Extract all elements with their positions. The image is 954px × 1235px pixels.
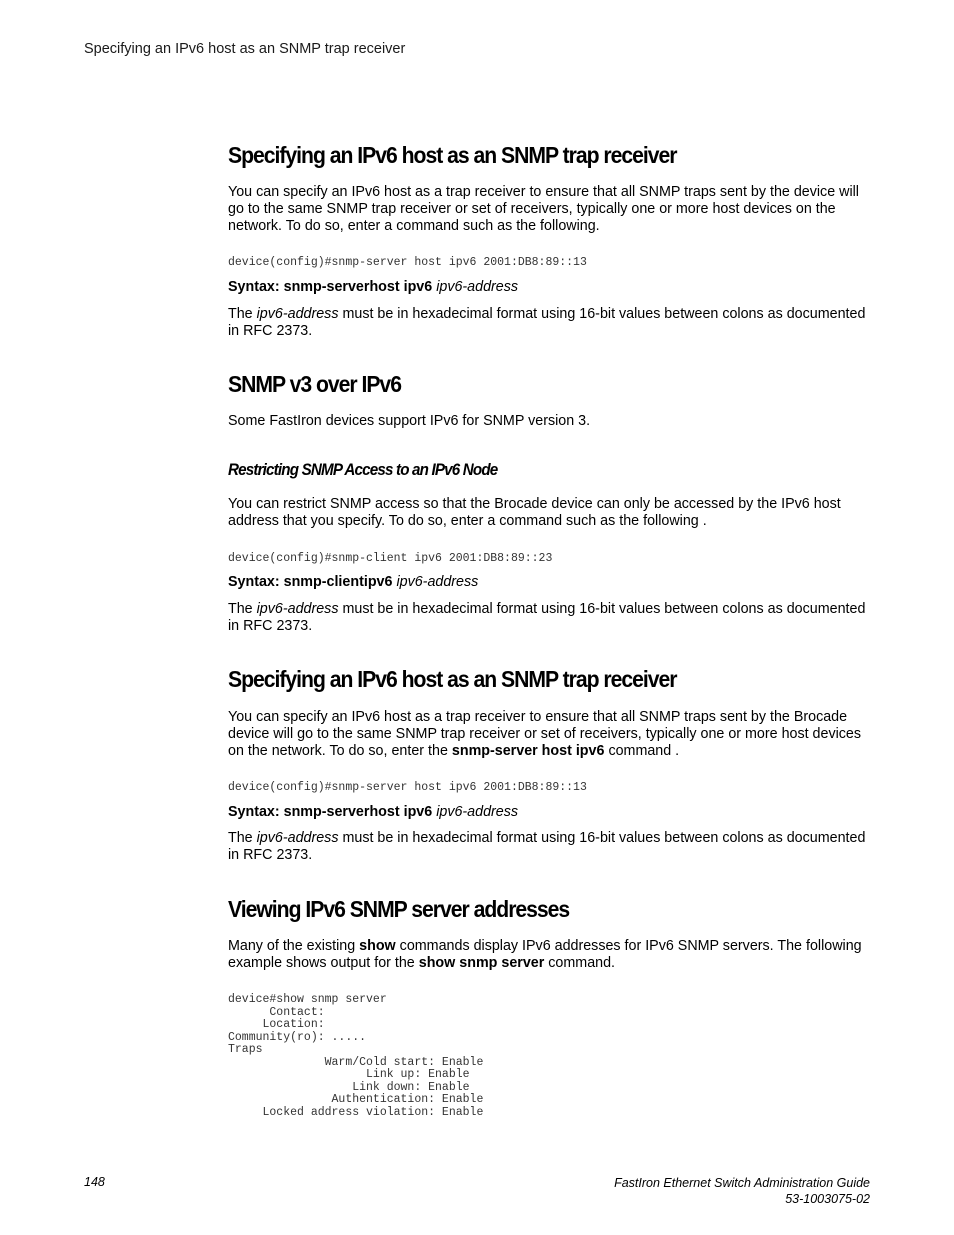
syntax-argument: ipv6-address [396,574,479,590]
guide-title: FastIron Ethernet Switch Administration Guide [614,1176,870,1190]
syntax-note [228,306,868,340]
note-argument: ipv6-address [256,601,339,617]
section-intro: Some FastIron devices support IPv6 for SNMP version 3. [228,413,591,429]
section-intro [228,709,868,760]
syntax-command: Syntax: snmp-serverhost ipv6 [228,279,433,295]
intro-text: command. [548,955,616,971]
section-heading: Viewing IPv6 SNMP server addresses [228,896,570,922]
footer-doc-info [614,1175,870,1207]
inline-command: show snmp server [418,955,545,971]
subsection-heading: Restricting SNMP Access to an IPv6 Node [228,461,498,479]
syntax-note [228,830,868,864]
note-prefix: The [228,601,253,617]
intro-text: Many of the existing [228,938,356,954]
section-intro: You can restrict SNMP access so that the Brocade device can only be accessed by the IPv6 host address that you specify. To do so, enter a command such as the following . [228,496,841,529]
note-prefix: The [228,830,253,846]
note-prefix: The [228,306,253,322]
note-text: must be in hexadecimal format using 16-bit values between colons as documented in RFC 2373. [228,601,866,634]
syntax-line [228,279,518,296]
syntax-note [228,601,868,635]
syntax-command: Syntax: snmp-clientipv6 [228,574,393,590]
syntax-argument: ipv6-address [436,279,519,295]
code-example: device(config)#snmp-server host ipv6 2001:DB8:89::13 [228,256,587,269]
page-number: 148 [84,1175,105,1189]
section-heading: Specifying an IPv6 host as an SNMP trap receiver [228,142,677,168]
section-intro [228,938,868,972]
syntax-command: Syntax: snmp-serverhost ipv6 [228,804,433,820]
intro-text: You can specify an IPv6 host as a trap receiver to ensure that all SNMP traps sent by the Brocade device will go to the same SNMP trap receiver or set of receivers, typically one or more host devices on the network. To do so, enter the [228,709,862,759]
section-heading: SNMP v3 over IPv6 [228,371,401,397]
doc-number: 53-1003075-02 [785,1192,870,1206]
note-argument: ipv6-address [256,830,339,846]
syntax-argument: ipv6-address [436,804,519,820]
intro-text: commands display IPv6 addresses for IPv6 SNMP servers. The following example shows output for the [228,938,862,971]
note-text: must be in hexadecimal format using 16-bit values between colons as documented in RFC 2373. [228,830,866,863]
inline-command: snmp-server host ipv6 [451,743,605,759]
syntax-line [228,574,478,591]
command-output: device#show snmp server Contact: Location: Community(ro): ..... Traps Warm/Cold start: Enable Link up: Enable Link down: Enable Authentication: Enable Locked address violation: Enable [228,993,484,1119]
intro-text: command . [608,743,680,759]
note-text: must be in hexadecimal format using 16-bit values between colons as documented in RFC 2373. [228,306,866,339]
code-example: device(config)#snmp-server host ipv6 2001:DB8:89::13 [228,781,587,794]
inline-command: show [359,938,396,954]
code-example: device(config)#snmp-client ipv6 2001:DB8:89::23 [228,552,553,565]
section-intro: You can specify an IPv6 host as a trap receiver to ensure that all SNMP traps sent by the device will go to the same SNMP trap receiver or set of receivers, typically one or more host devices on the network. To do so, enter a command such as the following. [228,184,859,234]
section-heading: Specifying an IPv6 host as an SNMP trap receiver [228,666,677,692]
running-header: Specifying an IPv6 host as an SNMP trap receiver [84,41,406,57]
note-argument: ipv6-address [256,306,339,322]
syntax-line [228,804,518,821]
